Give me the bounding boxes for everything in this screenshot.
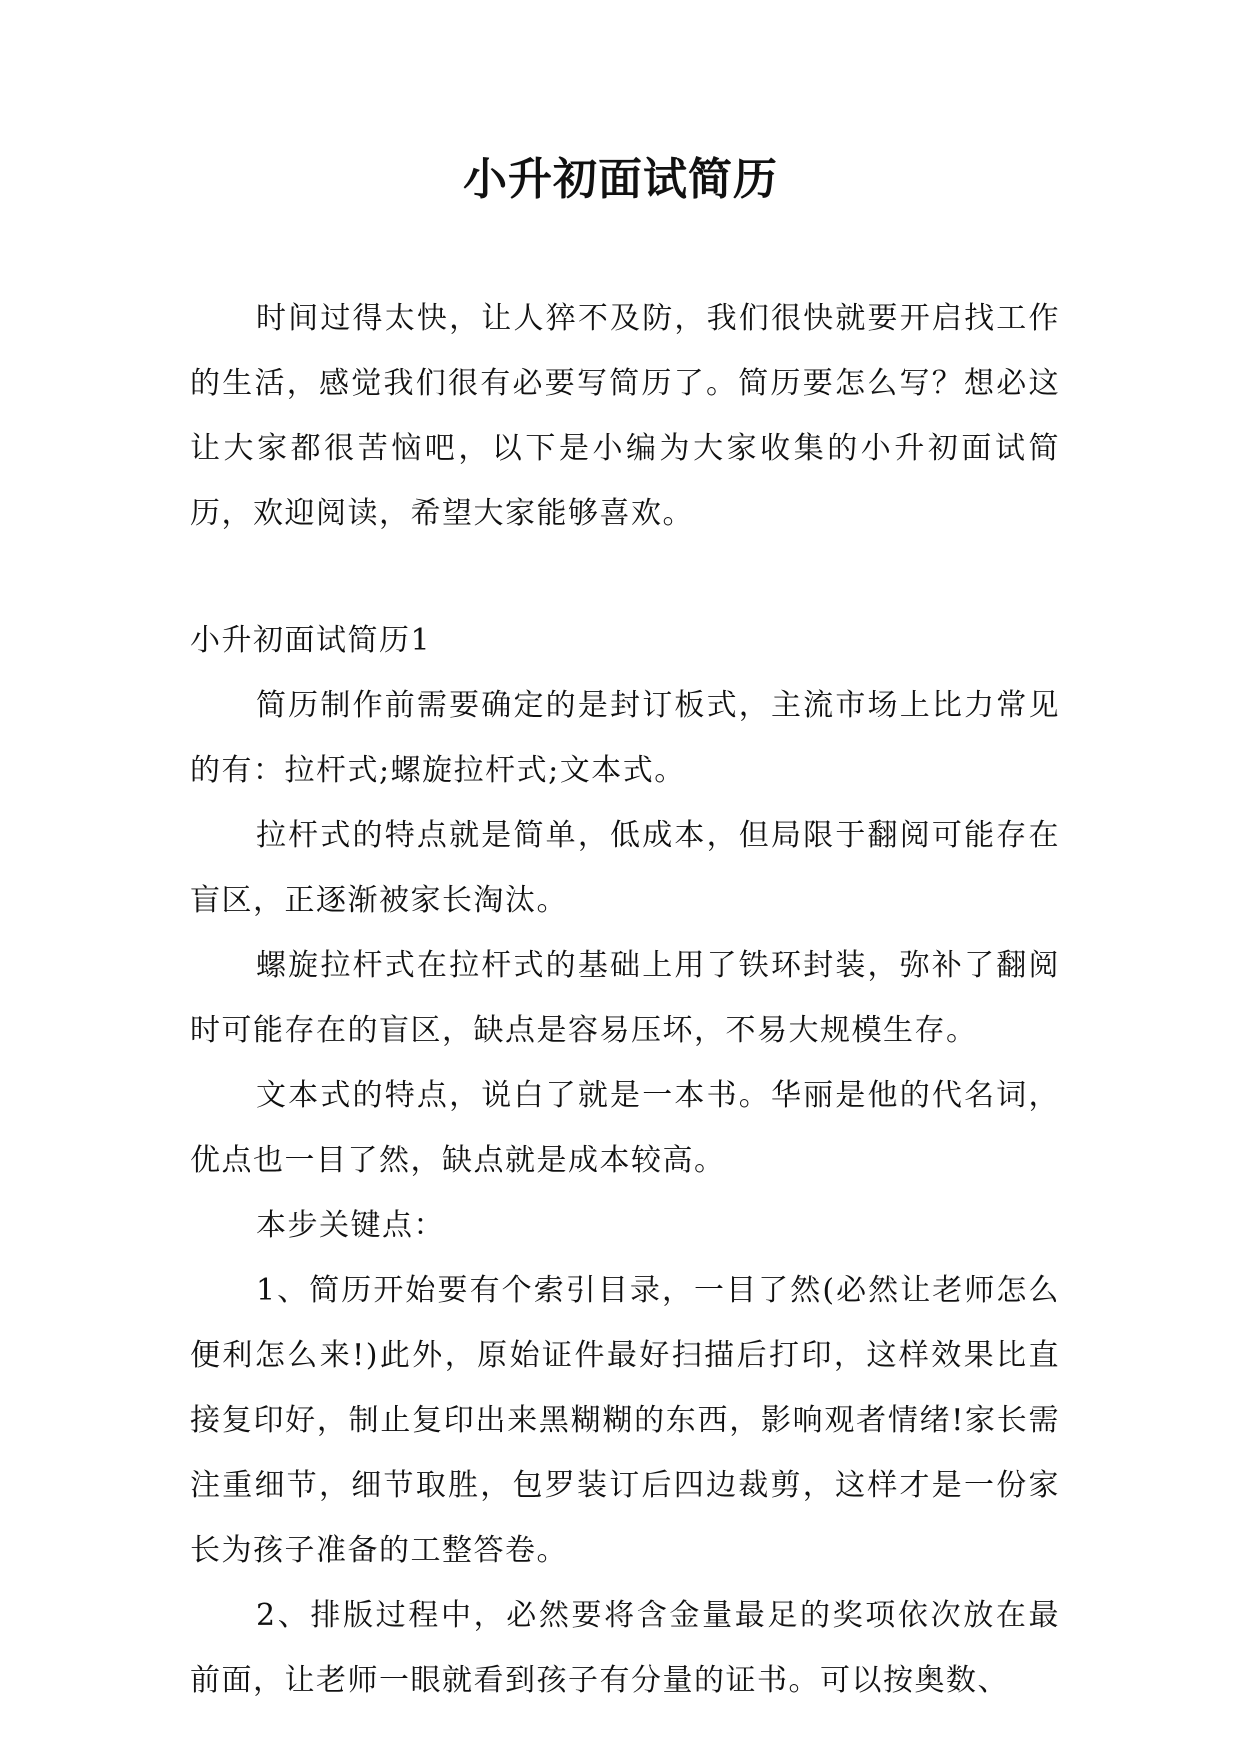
- body-paragraph: 螺旋拉杆式在拉杆式的基础上用了铁环封装，弥补了翻阅时可能存在的盲区，缺点是容易压坏，不易大规模生存。: [190, 948, 1060, 1048]
- body-paragraph: 本步关键点：: [256, 1208, 445, 1243]
- document-body: [190, 286, 1060, 1713]
- body-paragraph: 文本式的特点，说白了就是一本书。华丽是他的代名词，优点也一目了然，缺点就是成本较高。: [190, 1078, 1060, 1178]
- body-paragraph: 2、排版过程中，必然要将含金量最足的奖项依次放在最前面，让老师一眼就看到孩子有分量的证书。可以按奥数、: [190, 1598, 1060, 1698]
- section-heading: 小升初面试简历1: [190, 623, 432, 658]
- body-paragraph: 简历制作前需要确定的是封订板式，主流市场上比力常见的有：拉杆式;螺旋拉杆式;文本式。: [190, 688, 1060, 788]
- body-paragraph: 1、简历开始要有个索引目录，一目了然(必然让老师怎么便利怎么来!)此外，原始证件最好扫描后打印，这样效果比直接复印好，制止复印出来黑糊糊的东西，影响观者情绪!家长需注重细节，细节取胜，包罗装订后四边裁剪，这样才是一份家长为孩子准备的工整答卷。: [190, 1273, 1060, 1568]
- body-paragraph: 拉杆式的特点就是简单，低成本，但局限于翻阅可能存在盲区，正逐渐被家长淘汰。: [190, 818, 1060, 918]
- intro-paragraph: 时间过得太快，让人猝不及防，我们很快就要开启找工作的生活，感觉我们很有必要写简历了。简历要怎么写？想必这让大家都很苦恼吧，以下是小编为大家收集的小升初面试简历，欢迎阅读，希望大家能够喜欢。: [190, 301, 1060, 531]
- document-title: 小升初面试简历: [463, 154, 778, 205]
